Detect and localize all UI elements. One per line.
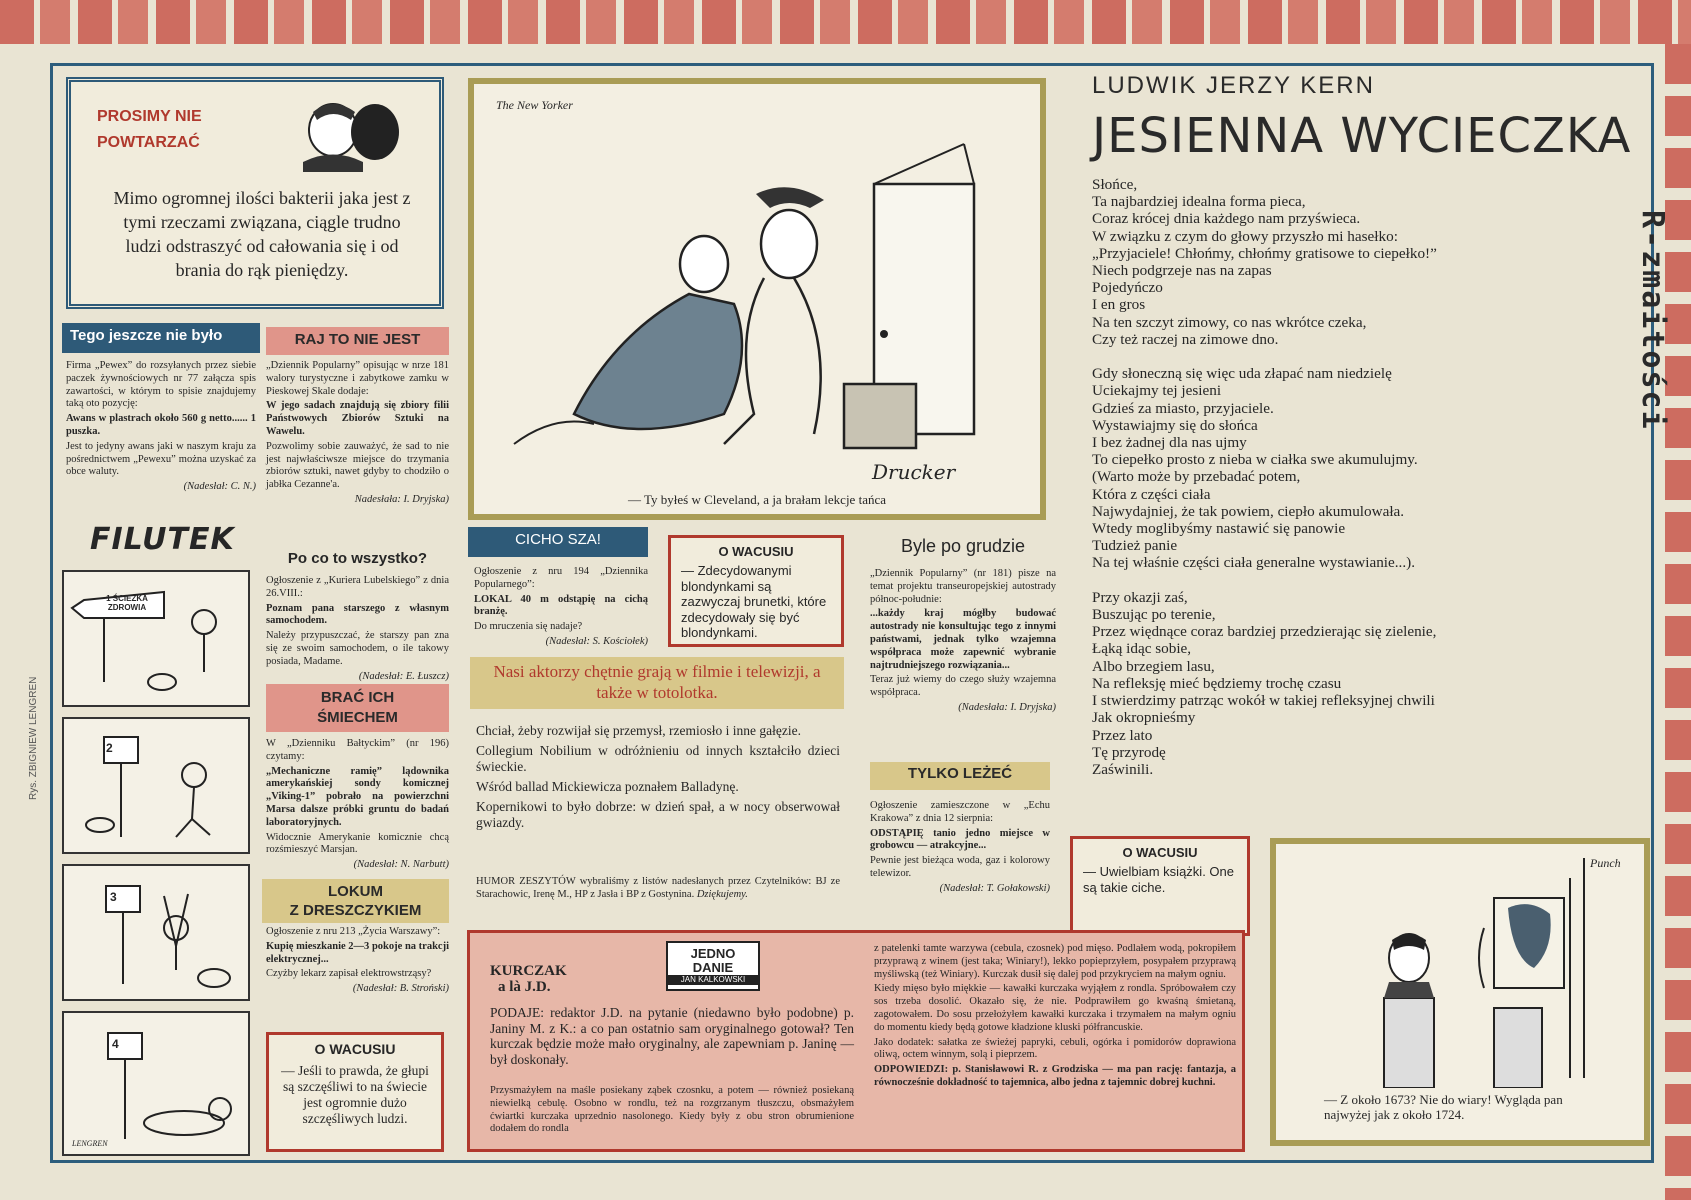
poem-line: Słońce, — [1092, 176, 1138, 193]
brac-p2: „Mechaniczne ramię” lądownika amerykańskiej sondy komicznej „Viking-1” pobrało na powierzchni Marsa dalsze próbki gruntu do badań laboratoryjnych. — [266, 765, 449, 828]
wacus-3-body: — Uwielbiam książki. One są takie ciche. — [1083, 864, 1234, 895]
byle-article — [870, 568, 1056, 717]
lokum-header-line-1: LOKUM — [328, 883, 383, 900]
aktorzy-footer — [476, 876, 840, 902]
poem-line: Gdy słoneczną się więc uda złapać nam niedzielę — [1092, 365, 1392, 383]
kurczak-box — [467, 930, 1245, 1152]
decorative-top-band — [0, 0, 1691, 44]
poem-line: W związku z czym do głowy przyszło mi hasełko: — [1092, 227, 1398, 245]
brac-sign: (Nadesłał: N. Narbutt) — [353, 859, 449, 871]
poem-body — [1092, 176, 1652, 778]
filutek-drawing-1 — [64, 572, 248, 705]
poem-line: Na tej właśnie części ciała generalne wystawianie...). — [1092, 554, 1416, 572]
brac-header-line-2: ŚMIECHEM — [317, 709, 398, 726]
raj-article — [266, 360, 449, 509]
illustrator-credit: Rys. ZBIGNIEW LENGREN — [28, 676, 39, 800]
punch-cartoon — [1270, 838, 1650, 1146]
kurczak-p6: ODPOWIEDZI: p. Stanisławowi R. z Grodziska — ma pan rację: fantazja, a równocześnie dokładność to tajemnica, albo jedna z tajemnic dobrej kuchni. — [874, 1064, 1236, 1088]
poem-line: Wystawiajmy się do słońca — [1092, 416, 1258, 434]
cicho-p1: Ogłoszenie z nru 194 „Dziennika Popularnego”: — [474, 566, 648, 590]
kurczak-badge-line-1: JEDNO — [690, 946, 736, 961]
poem-line — [1092, 348, 1652, 365]
wacus-1-header: O WACUSIU — [314, 1041, 396, 1057]
brac-p3: Widocznie Amerykanie komicznie chcą rozśmieszyć Marsjan. — [266, 831, 449, 856]
newyorker-caption: — Ty byłeś w Cleveland, a ja brałam lekcje tańca — [627, 492, 887, 507]
filutek-author: LENGREN — [72, 1139, 108, 1148]
poem-line: Przez lato — [1092, 726, 1153, 744]
tego-p1: Firma „Pewex” do rozsyłanych przez siebie paczek żywnościowych nr 77 załącza spis zawartości, w którym to spisie znajdujemy taką oto pozycję: — [66, 360, 256, 410]
wacus-box-3 — [1070, 836, 1250, 936]
prosimy-title: PROSIMY NIE — [97, 108, 202, 125]
cicho-p2: LOKAL 40 m odstąpię na cichą branżę. — [474, 593, 648, 618]
section-vertical-title: R-zmaitości — [1635, 210, 1670, 431]
prosimy-title-2: POWTARZAĆ — [97, 134, 200, 151]
poem-line: Która z części ciała — [1092, 485, 1211, 503]
lokum-p3: Czyżby lekarz zapisał elektrowstrząsy? — [266, 968, 432, 980]
lokum-p2: Kupię mieszkanie 2—3 pokoje na trakcji elektrycznej... — [266, 940, 449, 965]
brac-header — [266, 684, 449, 732]
poem-line: Ta najbardziej idealna forma pieca, — [1092, 193, 1306, 211]
poem-line: Na ten szczyt zimowy, co nas wkrótce czeka, — [1092, 313, 1367, 331]
filutek-drawing-4 — [64, 1013, 248, 1154]
kurczak-p5: Jako dodatek: sałatka ze świeżej papryki, cebuli, ogórka i pomidorów doprawiona oliwą, octem winnym, solą i pieprzem. — [874, 1036, 1236, 1061]
tego-sign: (Nadesłał: C. N.) — [183, 481, 256, 493]
tylko-p1: Ogłoszenie zamieszczone w „Echu Krakowa” z dnia 12 sierpnia: — [870, 800, 1050, 824]
pocoto-header: Po co to wszystko? — [287, 550, 428, 567]
poem-line: Niech podgrzeje nas na zapas — [1092, 262, 1272, 280]
poem-line: I stwierdzimy patrząc wokół w takiej refleksyjnej chwili — [1092, 692, 1435, 710]
brac-header-line-1: BRAĆ ICH — [320, 689, 395, 706]
poem-line: Zaświnili. — [1092, 760, 1154, 778]
tego-p2: Awans w plastrach około 560 g netto...... 1 puszka. — [66, 413, 256, 437]
cicho-sign: (Nadesłał: S. Kościołek) — [545, 635, 648, 647]
wacus-2-body: — Zdecydowanymi blondynkami są zazwyczaj brunetki, które zdecydowały się być blondynkami. — [681, 563, 827, 640]
tylko-sign: (Nadesłał: T. Gołakowski) — [939, 882, 1050, 894]
byle-p3: Teraz już wiemy do czego służy wzajemna współpraca. — [870, 674, 1056, 699]
kurczak-title — [490, 963, 567, 995]
prosimy-body: Mimo ogromnej ilości bakterii jaka jest z tymi rzeczami związana, ciągle trudno ludzi odstraszyć od całowania się i od brania do rąk pieniędzy. — [113, 188, 411, 280]
lokum-header-line-2: Z DRESZCZYKIEM — [289, 902, 422, 919]
raj-p3: Pozwolimy sobie zauważyć, że sad to nie jest najwłaściwsze miejsce do trzymania zbiorów sztuki, nawet gdyby to chodziło o jabłka Cezanne'a. — [266, 440, 449, 491]
kurczak-badge — [666, 941, 760, 991]
aktorzy-header: Nasi aktorzy chętnie grają w filmie i telewizji, a także w totolotka. — [470, 657, 844, 709]
pocoto-p3: Należy przypuszczać, że starszy pan zna się ze swoim samochodem, o ile takowy posiada, Madame. — [266, 630, 449, 667]
kurczak-p1: PODAJE: redaktor J.D. na pytanie (niedawno było podobne) p. Janiny M. z K.: a co pan ostatnio sam oryginalnego gotował? Ten kurczak będzie może mało oryginalny, ale zapewniam p. Janinę — był doskonały. — [490, 1005, 854, 1067]
pocoto-sign: (Nadesłał: E. Łuszcz) — [358, 670, 449, 682]
prosimy-box — [66, 77, 444, 309]
kurczak-title-line-2: a là J.D. — [498, 979, 551, 995]
punch-caption: — Z około 1673? Nie do wiary! Wygląda pan najwyżej jak z około 1724. — [1324, 1092, 1563, 1122]
poem-line: Na refleksję mieć będziemy trochę czasu — [1092, 674, 1342, 692]
cicho-p3: Do mruczenia się nadaje? — [474, 621, 583, 633]
poem-line: Gdzieś za miasto, przyjaciele. — [1092, 399, 1274, 417]
filutek-sign-4: 4 — [112, 1037, 119, 1051]
raj-sign: Nadesłała: I. Dryjska) — [354, 493, 449, 505]
poem-line: Czy też raczej na zimowe dno. — [1092, 330, 1279, 348]
wacus-1-body: — Jeśli to prawda, że głupi są szczęśliwi to na świecie jest ogromnie dużo szczęśliwych ludzi. — [281, 1063, 429, 1126]
poem-line: I en gros — [1092, 296, 1146, 314]
aktorzy-item-2: Collegium Nobilium w odróżnieniu od innych kształciło dzieci świeckie. — [476, 743, 840, 774]
pocoto-p1: Ogłoszenie z „Kuriera Lubelskiego” z dnia 26.VIII.: — [266, 575, 449, 599]
poem-author: LUDWIK JERZY KERN — [1092, 72, 1375, 99]
wacus-box-2 — [668, 535, 844, 647]
aktorzy-item-4: Kopernikowi to było dobrze: w dzień spał, a w nocy obserwował gwiazdy. — [476, 799, 840, 830]
wacus-3-header: O WACUSIU — [1122, 845, 1198, 860]
lokum-sign: (Nadesłał: B. Stroński) — [352, 983, 449, 995]
pocoto-p2: Poznam pana starszego z własnym samochodem. — [266, 602, 449, 627]
byle-p2: ...każdy kraj mógłby budować autostrady nie konsultując tego z innymi państwami, jednak tylko wzajemna współpraca może zapewnić wybranie najtrudniejszego rozwiązania... — [870, 608, 1056, 671]
kissing-couple-illustration — [293, 92, 413, 172]
poem-line: Przy okazji zaś, — [1092, 588, 1188, 606]
dancing-couple-illustration — [494, 114, 1024, 474]
aktorzy-footer-text: HUMOR ZESZYTÓW wybraliśmy z listów nadesłanych przez Czytelników: BJ ze Starachowic, Irenę M., HP z Jasła i BP z Gostynina. — [476, 876, 840, 900]
kurczak-p2: Przysmażyłem na maśle posiekany ząbek czosnku, a potem — również posiekaną niewielką cebulę. Osobno w rondlu, też na rozgrzanym tłuszczu, obsmażyłem ćwiartki kurczaka uprzednio nasolonego. Kiedy były z obu stron obrumienione dodałem do rondla — [490, 1085, 854, 1135]
wacus-box-1 — [266, 1032, 444, 1152]
tylko-p2: ODSTĄPIĘ tanio jedno miejsce w grobowcu — atrakcyjne... — [870, 827, 1050, 852]
aktorzy-thanks: Dziękujemy. — [696, 888, 748, 900]
filutek-drawing-2 — [64, 719, 248, 852]
poem-line — [1092, 572, 1652, 589]
brac-p1: W „Dzienniku Bałtyckim” (nr 196) czytamy: — [266, 738, 449, 762]
pocoto-article — [266, 575, 449, 685]
lokum-p1: Ogłoszenie z nru 213 „Życia Warszawy”: — [266, 926, 441, 937]
lokum-article — [266, 926, 449, 998]
filutek-title: FILUTEK — [90, 522, 235, 557]
newyorker-signature: Drucker — [872, 460, 956, 484]
poem-line: Przez więdnące coraz bardziej przedzierając się zielenie, — [1092, 623, 1437, 641]
aktorzy-item-1: Chciał, żeby rozwijał się przemysł, rzemiosło i inne gałęzie. — [476, 723, 802, 738]
kurczak-badge-line-2: DANIE — [692, 960, 734, 975]
filutek-panel-3 — [62, 864, 250, 1001]
lokum-header — [262, 879, 449, 923]
kurczak-p4: Kiedy mięso było miękkie — kawałki kurczaka wyjąłem z rondla. Spróbowałem czy sos trzeba dosolić. Okazało się, że nie. Podprawiłem go kwaśną śmietaną, zagotowałem. Do sosu przełożyłem kawałki kurczaka i trzymałem na małym ogniu do momentu kiedy będą gotowe kładzione kluski półfrancuskie. — [874, 983, 1236, 1033]
brac-article — [266, 738, 449, 874]
poem-title: JESIENNA WYCIECZKA — [1092, 108, 1632, 164]
filutek-sign-2: 2 — [106, 741, 113, 755]
cicho-article — [474, 566, 648, 651]
raj-p2: W jego sadach znajdują się zbiory filii Państwowych Zbiorów Sztuki na Wawelu. — [266, 400, 449, 437]
poem-line: Najwydajniej, że tak powiem, ciepło akumulowała. — [1092, 502, 1405, 520]
filutek-panel-1 — [62, 570, 250, 707]
byle-p1: „Dziennik Popularny” (nr 181) pisze na temat projektu transeuropejskiej autostrady północ-południe: — [870, 568, 1056, 605]
newyorker-cartoon — [468, 78, 1046, 520]
cicho-header: CICHO SZA! — [468, 527, 648, 557]
poem-line: Łąką idąc sobie, — [1092, 640, 1192, 658]
aktorzy-list — [476, 723, 840, 835]
raj-header: RAJ TO NIE JEST — [266, 327, 449, 355]
poem-line: Pojedyńczo — [1092, 279, 1163, 297]
poem-line: Jak okropnieśmy — [1092, 709, 1196, 727]
tylko-p3: Pewnie jest bieżąca woda, gaz i kolorowy telewizor. — [870, 855, 1050, 879]
punch-source: Punch — [1590, 856, 1621, 870]
byle-header: Byle po grudzie — [900, 536, 1026, 556]
kurczak-title-line-1: KURCZAK — [490, 963, 567, 979]
wacus-2-header: O WACUSIU — [718, 544, 794, 559]
tylko-header: TYLKO LEŻEĆ — [870, 762, 1050, 790]
byle-sign: (Nadesłała: I. Dryjska) — [958, 701, 1056, 713]
kurczak-p3: z patelenki tamte warzywa (cebula, czosnek) pod mięso. Podlałem wodą, pokropiłem przyprawą z winem (jest taka; Winiary!), lekko popieprzyłem, posypałem przyprawą myśliwską (też Winiary). Kurczak dusił się dalej pod przykryciem na małym ogniu. — [874, 943, 1236, 980]
filutek-sign-3: 3 — [110, 890, 117, 904]
filutek-panel-4 — [62, 1011, 250, 1156]
poem-line: Wtedy moglibyśmy nastawić się panowie — [1092, 520, 1346, 538]
poem-line: „Przyjaciele! Chłońmy, chłońmy gratisowe to ciepełko!” — [1092, 244, 1437, 262]
museum-busts-illustration — [1294, 858, 1634, 1088]
kurczak-col-2 — [874, 943, 1236, 1092]
poem-line: Uciekajmy tej jesieni — [1092, 382, 1222, 400]
poem-line: Coraz krócej dnia każdego nam przyświeca. — [1092, 210, 1361, 228]
poem-line: Albo brzegiem lasu, — [1092, 657, 1215, 675]
newyorker-source: The New Yorker — [496, 98, 573, 112]
filutek-panel-2 — [62, 717, 250, 854]
filutek-drawing-3 — [64, 866, 248, 999]
tego-article — [66, 360, 256, 496]
poem-line: Buszując po terenie, — [1092, 606, 1216, 624]
poem-line: Tudzież panie — [1092, 537, 1178, 555]
tylko-article — [870, 800, 1050, 898]
poem-line: To ciepełko prosto z nieba w ciałka swe akumulujmy. — [1092, 451, 1418, 469]
raj-p1: „Dziennik Popularny” opisując w nrze 181 walory turystyczne i zabytkowe zamku w Pieskowej Skale dodaje: — [266, 360, 449, 397]
poem-line: (Warto może by przebadać potem, — [1092, 468, 1301, 486]
filutek-sign-1: 1 ŚCIEŻKA ZDROWIA — [106, 594, 148, 612]
kurczak-badge-author: JAN KALKOWSKI — [668, 975, 758, 985]
tego-p3: Jest to jedyny awans jaki w naszym kraju za pośrednictwem „Pewexu” można uzyskać za obce waluty. — [66, 440, 256, 478]
poem-line: Tę przyrodę — [1092, 743, 1166, 761]
poem-line: I bez żadnej dla nas ujmy — [1092, 434, 1247, 452]
tego-header: Tego jeszcze nie było — [62, 323, 260, 353]
aktorzy-item-3: Wśród ballad Mickiewicza poznałem Balladynę. — [476, 779, 739, 794]
